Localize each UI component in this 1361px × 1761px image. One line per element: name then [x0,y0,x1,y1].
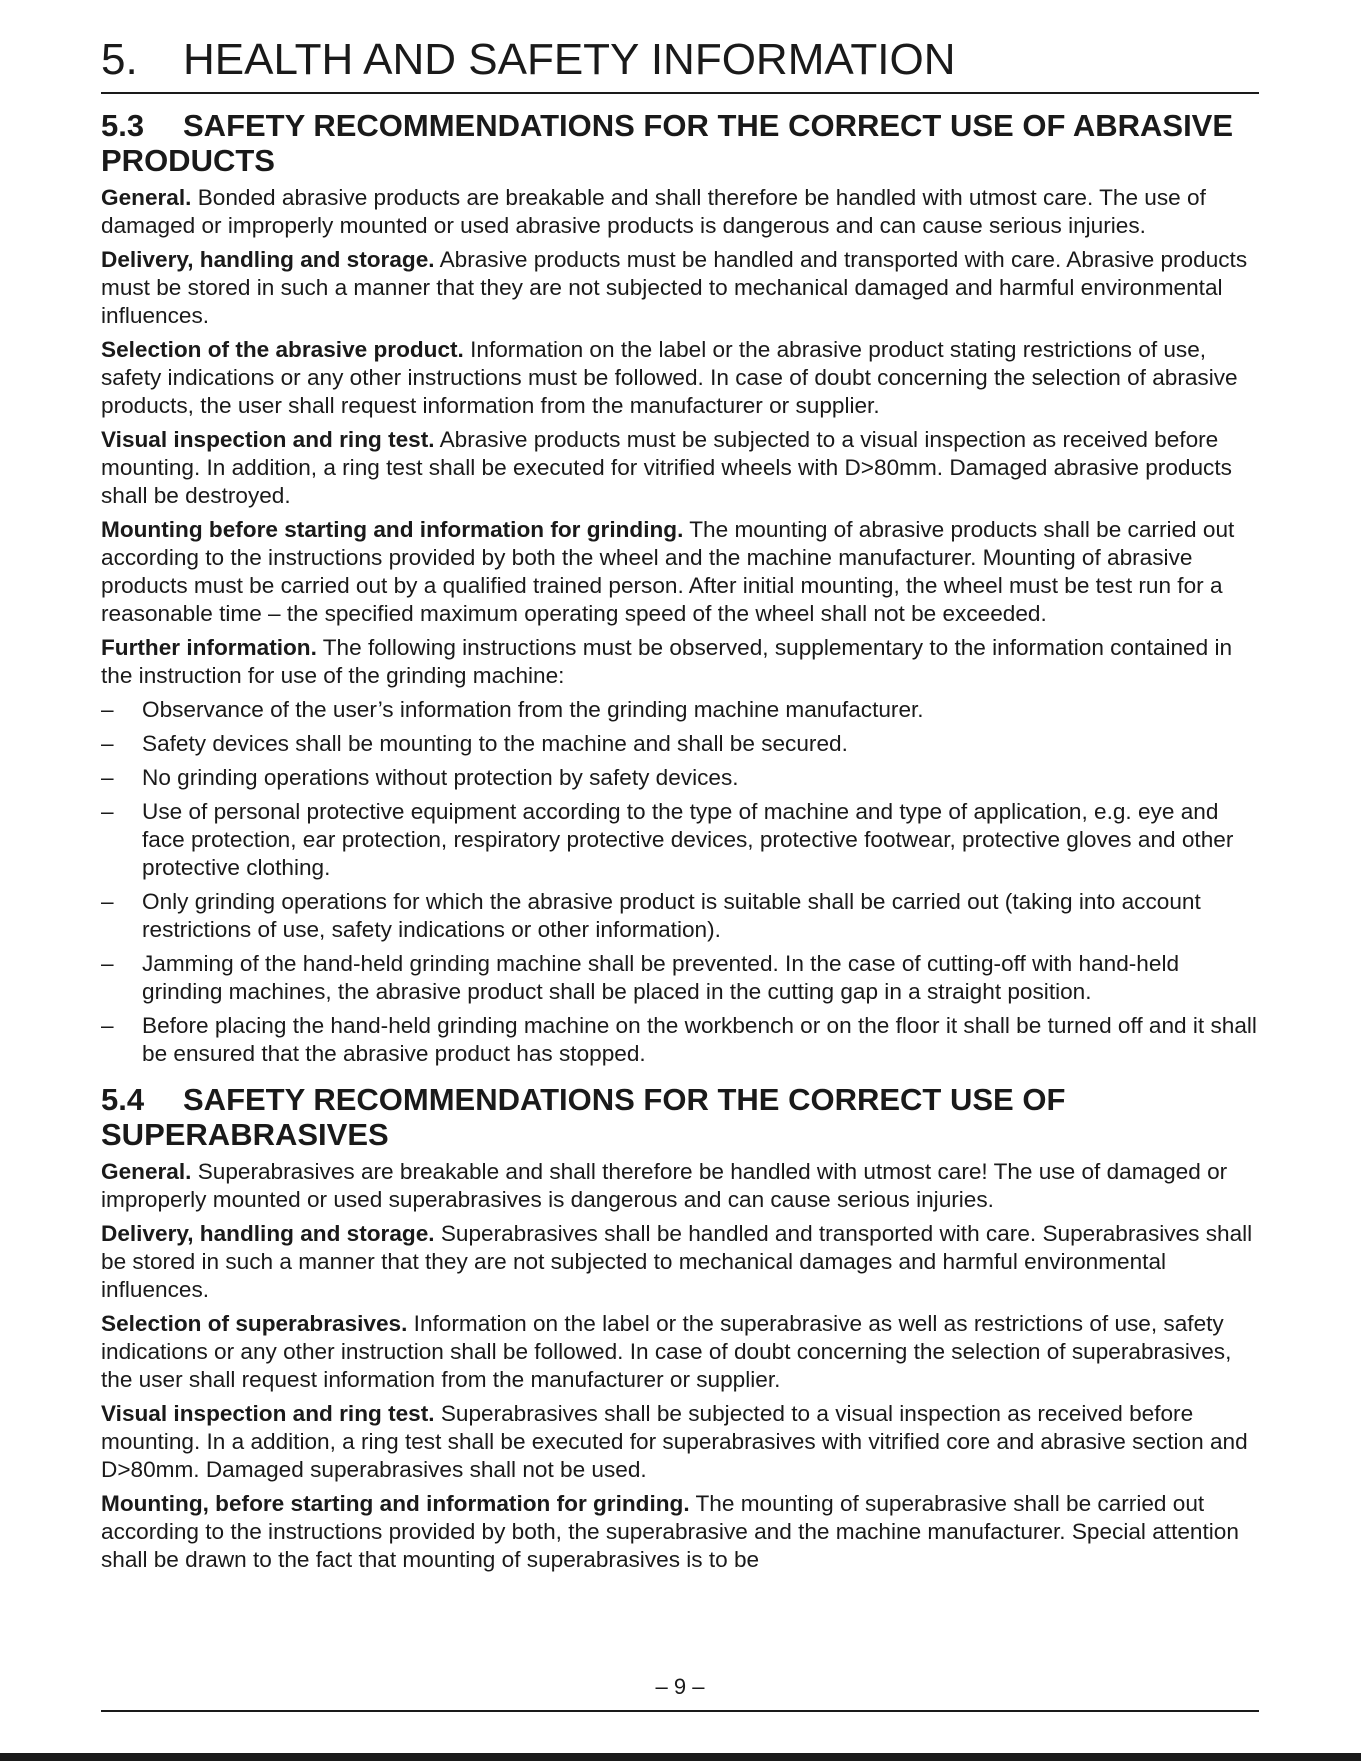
paragraph-text: The mounting of abrasive products shall be carried out according to the instructions provided by both the wheel and the machine manufacturer. Mounting of abrasive products must be carried out by a qualified trained person. After initial mounting, the wheel must be test run for a reasonable time – the specified maximum operating speed of the wheel shall not be exceeded. [101,517,1235,626]
list-item-text: Before placing the hand-held grinding machine on the workbench or on the floor it shall be turned off and it shall be ensured that the abrasive product has stopped. [142,1013,1257,1066]
scan-edge [0,1753,1361,1761]
paragraph-lead: Mounting, before starting and information for grinding. [101,1491,690,1516]
section-title: SAFETY RECOMMENDATIONS FOR THE CORRECT USE OF SUPERABRASIVES [101,1082,1066,1152]
paragraph-text: Superabrasives shall be handled and transported with care. Superabrasives shall be stored in such a manner that they are not subjected to mechanical damages and harmful environmental influences. [101,1221,1253,1302]
paragraph-lead: Selection of superabrasives. [101,1311,408,1336]
paragraph [101,1220,1259,1304]
section-heading [101,1082,1259,1152]
section-heading [101,108,1259,178]
chapter-heading [101,30,1259,90]
list-item [101,950,1259,1006]
dash-bullet: – [101,951,114,976]
paragraph-text: Superabrasives are breakable and shall therefore be handled with utmost care! The use of damaged or improperly mounted or used superabrasives is dangerous and can cause serious injuries. [101,1159,1228,1212]
footer-rule [101,1710,1259,1712]
paragraph [101,1310,1259,1394]
list-item [101,798,1259,882]
list-item-text: Use of personal protective equipment according to the type of machine and type of application, e.g. eye and face protection, ear protection, respiratory protective devices, protective footwear, protective gloves and other protective clothing. [142,799,1234,880]
list-item-text: Only grinding operations for which the abrasive product is suitable shall be carried out (taking into account restrictions of use, safety indications or other information). [142,889,1201,942]
section-number: 5.3 [101,108,145,143]
paragraph [101,426,1259,510]
list-item [101,730,1259,758]
paragraph-text: The mounting of superabrasive shall be carried out according to the instructions provided by both, the superabrasive and the machine manufacturer. Special attention shall be drawn to the fact that mounting of superabrasives is to be [101,1491,1239,1572]
paragraph [101,634,1259,690]
list-item [101,696,1259,724]
chapter-number: 5. [101,35,138,84]
section-number: 5.4 [101,1082,145,1117]
chapter-title: HEALTH AND SAFETY INFORMATION [183,35,956,84]
paragraph-text: Abrasive products must be subjected to a visual inspection as received before mounting. In addition, a ring test shall be executed for vitrified wheels with D>80mm. Damaged abrasive products shall be destroyed. [101,427,1232,508]
list-item-text: Observance of the user’s information from the grinding machine manufacturer. [142,697,924,722]
list-item [101,888,1259,944]
dash-bullet: – [101,731,114,756]
paragraph [101,1400,1259,1484]
list-item [101,1012,1259,1068]
list-item-text: Jamming of the hand-held grinding machine shall be prevented. In the case of cutting-off with hand-held grinding machines, the abrasive product shall be placed in the cutting gap in a straight position. [142,951,1180,1004]
dash-bullet: – [101,799,114,824]
paragraph [101,184,1259,240]
paragraph-lead: Selection of the abrasive product. [101,337,464,362]
page-number: – 9 – [655,1674,705,1699]
paragraph [101,246,1259,330]
dash-bullet: – [101,1013,114,1038]
dash-bullet: – [101,765,114,790]
page-footer [101,1672,1259,1712]
list-item [101,764,1259,792]
section-5-3 [101,108,1259,1068]
list-item-text: Safety devices shall be mounting to the machine and shall be secured. [142,731,848,756]
section-title: SAFETY RECOMMENDATIONS FOR THE CORRECT USE OF ABRASIVE PRODUCTS [101,108,1234,178]
paragraph-lead: Mounting before starting and information for grinding. [101,517,684,542]
paragraph-lead: Delivery, handling and storage. [101,247,435,272]
paragraph-text: Information on the label or the abrasive product stating restrictions of use, safety indications or any other instructions must be followed. In case of doubt concerning the selection of abrasive products, the user shall request information from the manufacturer or supplier. [101,337,1238,418]
paragraph-text: The following instructions must be observed, supplementary to the information contained in the instruction for use of the grinding machine: [101,635,1233,688]
header-rule [101,92,1259,94]
paragraph-lead: General. [101,1159,192,1184]
dash-bullet: – [101,889,114,914]
document-page [101,30,1259,1580]
paragraph-text: Information on the label or the superabrasive as well as restrictions of use, safety indications or any other instruction shall be followed. In case of doubt concerning the selection of superabrasives, the user shall request information from the manufacturer or supplier. [101,1311,1232,1392]
paragraph-lead: General. [101,185,192,210]
instruction-list [101,696,1259,1068]
paragraph-lead: Delivery, handling and storage. [101,1221,435,1246]
paragraph-lead: Further information. [101,635,317,660]
list-item-text: No grinding operations without protection by safety devices. [142,765,739,790]
paragraph-text: Bonded abrasive products are breakable and shall therefore be handled with utmost care. The use of damaged or improperly mounted or used abrasive products is dangerous and can cause serious injuries. [101,185,1206,238]
paragraph-lead: Visual inspection and ring test. [101,1401,435,1426]
section-5-4 [101,1082,1259,1574]
dash-bullet: – [101,697,114,722]
paragraph [101,1158,1259,1214]
paragraph-lead: Visual inspection and ring test. [101,427,435,452]
paragraph-text: Superabrasives shall be subjected to a visual inspection as received before mounting. In a addition, a ring test shall be executed for superabrasives with vitrified core and abrasive section and D>80mm. Damaged superabrasives shall not be used. [101,1401,1248,1482]
paragraph [101,1490,1259,1574]
paragraph [101,336,1259,420]
paragraph-text: Abrasive products must be handled and transported with care. Abrasive products must be stored in such a manner that they are not subjected to mechanical damaged and harmful environmental influences. [101,247,1248,328]
paragraph [101,516,1259,628]
